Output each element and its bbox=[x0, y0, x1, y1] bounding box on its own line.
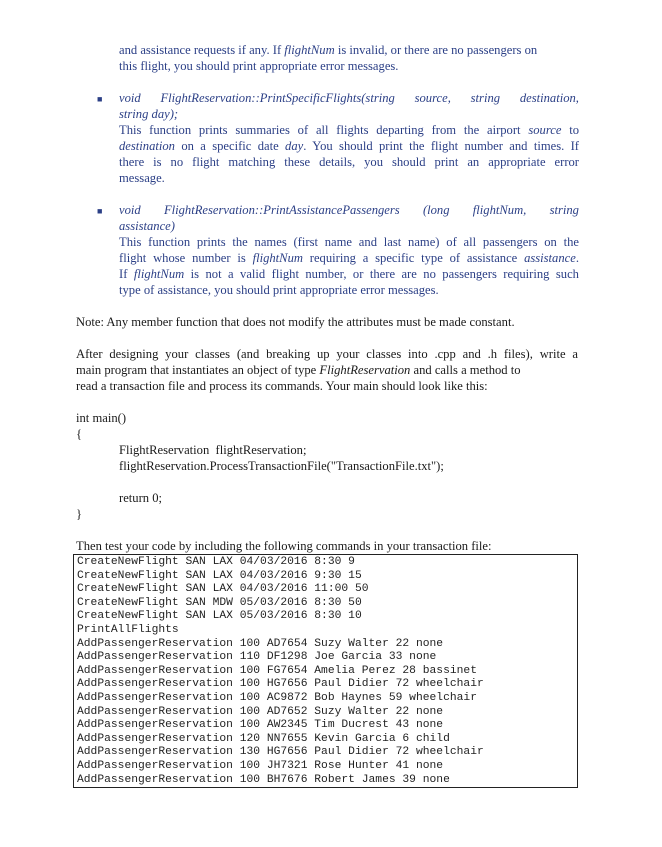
code-process-call: flightReservation.ProcessTransactionFile("TransactionFile.txt"); bbox=[119, 459, 444, 473]
transaction-line: CreateNewFlight SAN LAX 04/03/2016 11:00 50 bbox=[77, 583, 369, 596]
transaction-line: AddPassengerReservation 100 AD7652 Suzy Walter 22 none bbox=[77, 705, 444, 718]
code-main-signature: int main() bbox=[76, 411, 127, 425]
code-open-brace: { bbox=[76, 427, 83, 441]
note-paragraph: Note: Any member function that does not modify the attributes must be made constant. bbox=[76, 315, 515, 329]
transaction-line: CreateNewFlight SAN LAX 04/03/2016 9:30 15 bbox=[77, 569, 362, 582]
transaction-line: AddPassengerReservation 100 HG7656 Paul Didier 72 wheelchair bbox=[77, 678, 484, 691]
intro-line-1: and assistance requests if any. If flightNum is invalid, or there are no passengers on bbox=[119, 43, 538, 57]
function-description-print-assistance-passengers: This function prints the names (first name and last name) of all passengers on the flight whose number is flightNum requiring a specific type of assistance assistance. If flightNum is not a valid flight number, or there are no passengers requiring such type of assistance, you should print appropriate error messages. bbox=[119, 235, 579, 297]
code-object-declaration: FlightReservation flightReservation; bbox=[119, 443, 307, 457]
transaction-line: AddPassengerReservation 120 NN7655 Kevin Garcia 6 child bbox=[77, 732, 450, 745]
transaction-line: PrintAllFlights bbox=[77, 623, 179, 636]
transaction-line: CreateNewFlight SAN MDW 05/03/2016 8:30 50 bbox=[77, 596, 362, 609]
transaction-line: AddPassengerReservation 100 AC9872 Bob Haynes 59 wheelchair bbox=[77, 691, 477, 704]
bullet-icon: ■ bbox=[97, 94, 103, 104]
main-program-paragraph: After designing your classes (and breaking up your classes into .cpp and .h files), write a main program that instantiates an object of type FlightReservation and calls a method to read a transaction file and process its commands. Your main should look like this: bbox=[76, 347, 578, 393]
transaction-line: AddPassengerReservation 100 BH7676 Robert James 39 none bbox=[77, 773, 450, 786]
function-signature-print-assistance-passengers: void FlightReservation::PrintAssistancePassengers (long flightNum, string assistance) bbox=[119, 203, 579, 233]
intro-paragraph bbox=[119, 42, 579, 74]
transaction-line: AddPassengerReservation 100 FG7654 Amelia Perez 28 bassinet bbox=[77, 664, 477, 677]
transaction-line: CreateNewFlight SAN LAX 05/03/2016 8:30 10 bbox=[77, 610, 362, 623]
transaction-line: AddPassengerReservation 110 DF1298 Joe Garcia 33 none bbox=[77, 651, 437, 664]
code-return: return 0; bbox=[119, 491, 163, 505]
function-description-print-specific-flights: This function prints summaries of all flights departing from the airport source to destination on a specific date day. You should print the flight number and times. If there is no flight matching these details, you should print an appropriate error message. bbox=[119, 123, 580, 185]
transaction-file-box bbox=[73, 554, 578, 788]
transaction-line: AddPassengerReservation 100 AD7654 Suzy Walter 22 none bbox=[77, 637, 444, 650]
intro-line-2: this flight, you should print appropriate error messages. bbox=[119, 59, 399, 73]
test-intro-paragraph: Then test your code by including the following commands in your transaction file: bbox=[76, 539, 492, 553]
function-signature-print-specific-flights: void FlightReservation::PrintSpecificFlights(string source, string destination, string day); bbox=[119, 91, 579, 121]
bullet-icon: ■ bbox=[97, 206, 103, 216]
transaction-line: CreateNewFlight SAN LAX 04/03/2016 8:30 9 bbox=[77, 556, 355, 568]
transaction-list bbox=[74, 555, 577, 787]
transaction-line: AddPassengerReservation 130 HG7656 Paul Didier 72 wheelchair bbox=[77, 746, 484, 759]
code-close-brace: } bbox=[76, 507, 83, 521]
transaction-line: AddPassengerReservation 100 AW2345 Tim Ducrest 43 none bbox=[77, 719, 444, 732]
transaction-line: AddPassengerReservation 100 JH7321 Rose Hunter 41 none bbox=[77, 759, 444, 772]
